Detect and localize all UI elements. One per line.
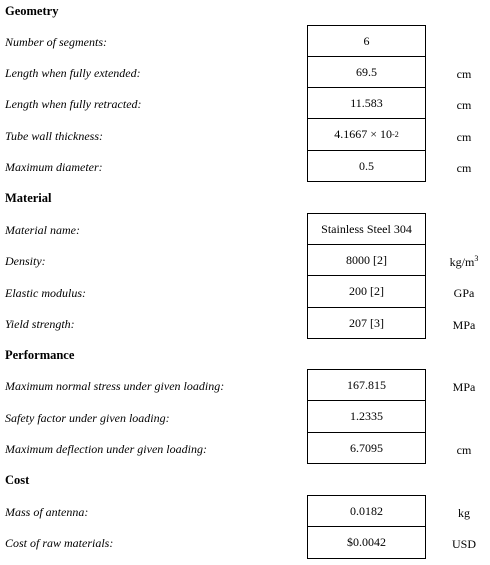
label-yield-strength: Yield strength: — [5, 317, 75, 331]
label-cost-of-raw-materials: Cost of raw materials: — [5, 536, 114, 550]
label-elastic-modulus: Elastic modulus: — [5, 286, 86, 300]
unit-mass-of-antenna: kg — [458, 506, 470, 520]
unit-length-extended: cm — [456, 67, 472, 81]
value-text: 8000 [2] — [346, 252, 387, 267]
unit-length-retracted: cm — [456, 98, 472, 112]
value-text: 207 [3] — [349, 315, 384, 330]
label-max-deflection: Maximum deflection under given loading: — [5, 442, 207, 456]
label-mass-of-antenna: Mass of antenna: — [5, 505, 89, 519]
section-heading-performance: Performance — [5, 348, 75, 362]
label-material-name: Material name: — [5, 223, 80, 237]
value-text: 69.5 — [356, 64, 377, 79]
unit-density — [432, 255, 490, 269]
value-max-normal-stress — [307, 369, 426, 401]
value-cost-of-raw-materials — [307, 526, 426, 559]
value-density — [307, 244, 426, 276]
unit-max-deflection: cm — [456, 443, 472, 457]
value-maximum-diameter — [307, 150, 426, 182]
value-text: Stainless Steel 304 — [321, 221, 412, 236]
label-length-extended: Length when fully extended: — [5, 66, 141, 80]
value-base: 4.1667 × 10 — [334, 127, 393, 141]
unit-cost-of-raw-materials: USD — [451, 537, 476, 551]
label-length-retracted: Length when fully retracted: — [5, 97, 142, 111]
value-text: 6 — [363, 33, 370, 48]
unit-tube-wall-thickness: cm — [456, 130, 472, 144]
label-number-of-segments: Number of segments: — [5, 35, 107, 49]
unit-base: kg/m — [449, 255, 475, 269]
label-safety-factor: Safety factor under given loading: — [5, 411, 170, 425]
value-text: 0.5 — [359, 158, 374, 173]
unit-maximum-diameter: cm — [456, 161, 472, 175]
section-heading-material: Material — [5, 191, 52, 205]
section-heading-cost: Cost — [5, 473, 30, 487]
value-text: 167.815 — [347, 377, 386, 392]
value-max-deflection — [307, 432, 426, 464]
section-heading-geometry: Geometry — [5, 4, 59, 18]
unit-elastic-modulus: GPa — [453, 286, 475, 300]
value-tube-wall-thickness: 4.1667 × 10 -2 — [307, 118, 426, 151]
value-text: $0.0042 — [347, 535, 386, 549]
label-tube-wall-thickness: Tube wall thickness: — [5, 129, 103, 143]
value-number-of-segments — [307, 25, 426, 57]
value-material-name — [307, 213, 426, 245]
value-text: 0.0182 — [350, 503, 383, 518]
value-text: 11.583 — [350, 95, 383, 110]
value-elastic-modulus — [307, 275, 426, 308]
value-safety-factor — [307, 400, 426, 433]
label-density: Density: — [5, 254, 46, 268]
value-length-retracted — [307, 87, 426, 119]
value-length-extended — [307, 56, 426, 88]
label-maximum-diameter: Maximum diameter: — [5, 160, 103, 174]
label-max-normal-stress: Maximum normal stress under given loading: — [5, 379, 225, 393]
unit-exponent: 3 — [474, 254, 479, 263]
value-yield-strength — [307, 307, 426, 339]
value-text: 200 [2] — [349, 284, 384, 298]
unit-max-normal-stress: MPa — [452, 380, 476, 394]
unit-yield-strength: MPa — [452, 318, 476, 332]
value-mass-of-antenna — [307, 495, 426, 527]
value-text: 6.7095 — [350, 440, 383, 455]
value-text: 1.2335 — [350, 409, 383, 423]
